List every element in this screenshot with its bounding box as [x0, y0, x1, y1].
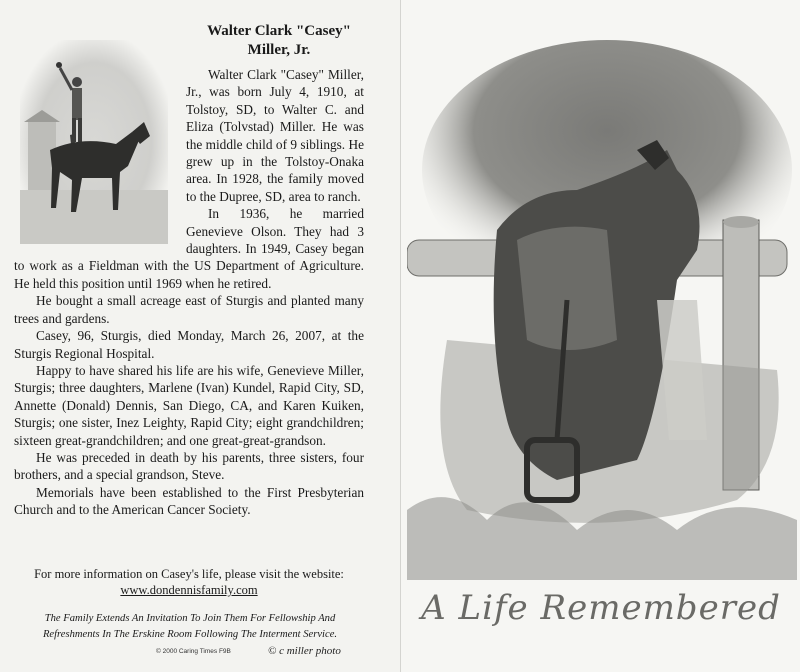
title-line1: Walter Clark "Casey": [207, 23, 351, 39]
title-line2: Miller, Jr.: [247, 42, 311, 58]
saddle-illustration: [407, 40, 797, 580]
obituary-paragraph: In 1936, he married Genevieve Olson. They had 3 daughters. In 1949, Casey began to work as a Fieldman with the US Department of Agriculture. He held this position until 1969 when he retired.: [14, 206, 364, 291]
obituary-paragraph: Walter Clark "Casey" Miller, Jr., was born July 4, 1910, at Tolstoy, SD, to Walter C. and Eliza (Tolvstad) Miller. He was the middle child of 9 siblings. He grew up in the Tolstoy-Onaka area. In 1928, the family moved to the Dupree, SD, area to ranch.: [186, 67, 364, 204]
saddle-painting: [407, 40, 797, 580]
photo-watermark: © c miller photo: [268, 645, 341, 657]
obituary-paragraph: He bought a small acreage east of Sturgis and planted many trees and gardens.: [14, 293, 364, 326]
obituary-paragraph: Happy to have shared his life are his wife, Genevieve Miller, Sturgis; three daughters, Marlene (Ivan) Kundel, Rapid City, SD, Annette (Donald) Dennis, San Diego, CA, and Karen Kuiken, Sturgis; one sister, Inez Leighty, Rapid City; eight grandchildren; sixteen great-grandchildren; and one great-great-grandson.: [14, 362, 364, 448]
cover-page: [400, 0, 800, 672]
obituary-title: [186, 22, 372, 60]
obituary-text: [14, 66, 364, 519]
copyright-text: © 2000 Caring Times F9B: [156, 648, 231, 655]
visit-text: For more information on Casey's life, please visit the website:: [34, 567, 344, 581]
obituary-paragraph: Memorials have been established to the First Presbyterian Church and to the American Cancer Society.: [14, 484, 364, 518]
invite-line1: The Family Extends An Invitation To Join Them For Fellowship And: [44, 613, 336, 624]
cover-title: A Life Remembered: [421, 588, 781, 628]
invite-line2: Refreshments In The Erskine Room Following The Interment Service.: [42, 629, 338, 640]
obituary-paragraph: Casey, 96, Sturgis, died Monday, March 26, 2007, at the Sturgis Regional Hospital.: [14, 328, 364, 361]
website-link[interactable]: www.dondennisfamily.com: [120, 583, 258, 597]
invitation: [10, 611, 370, 643]
obituary-paragraph: He was preceded in death by his parents, three sisters, four brothers, and a special grandson, Steve.: [14, 449, 364, 483]
website-info: [14, 566, 364, 598]
photo-spacer: [14, 66, 186, 252]
